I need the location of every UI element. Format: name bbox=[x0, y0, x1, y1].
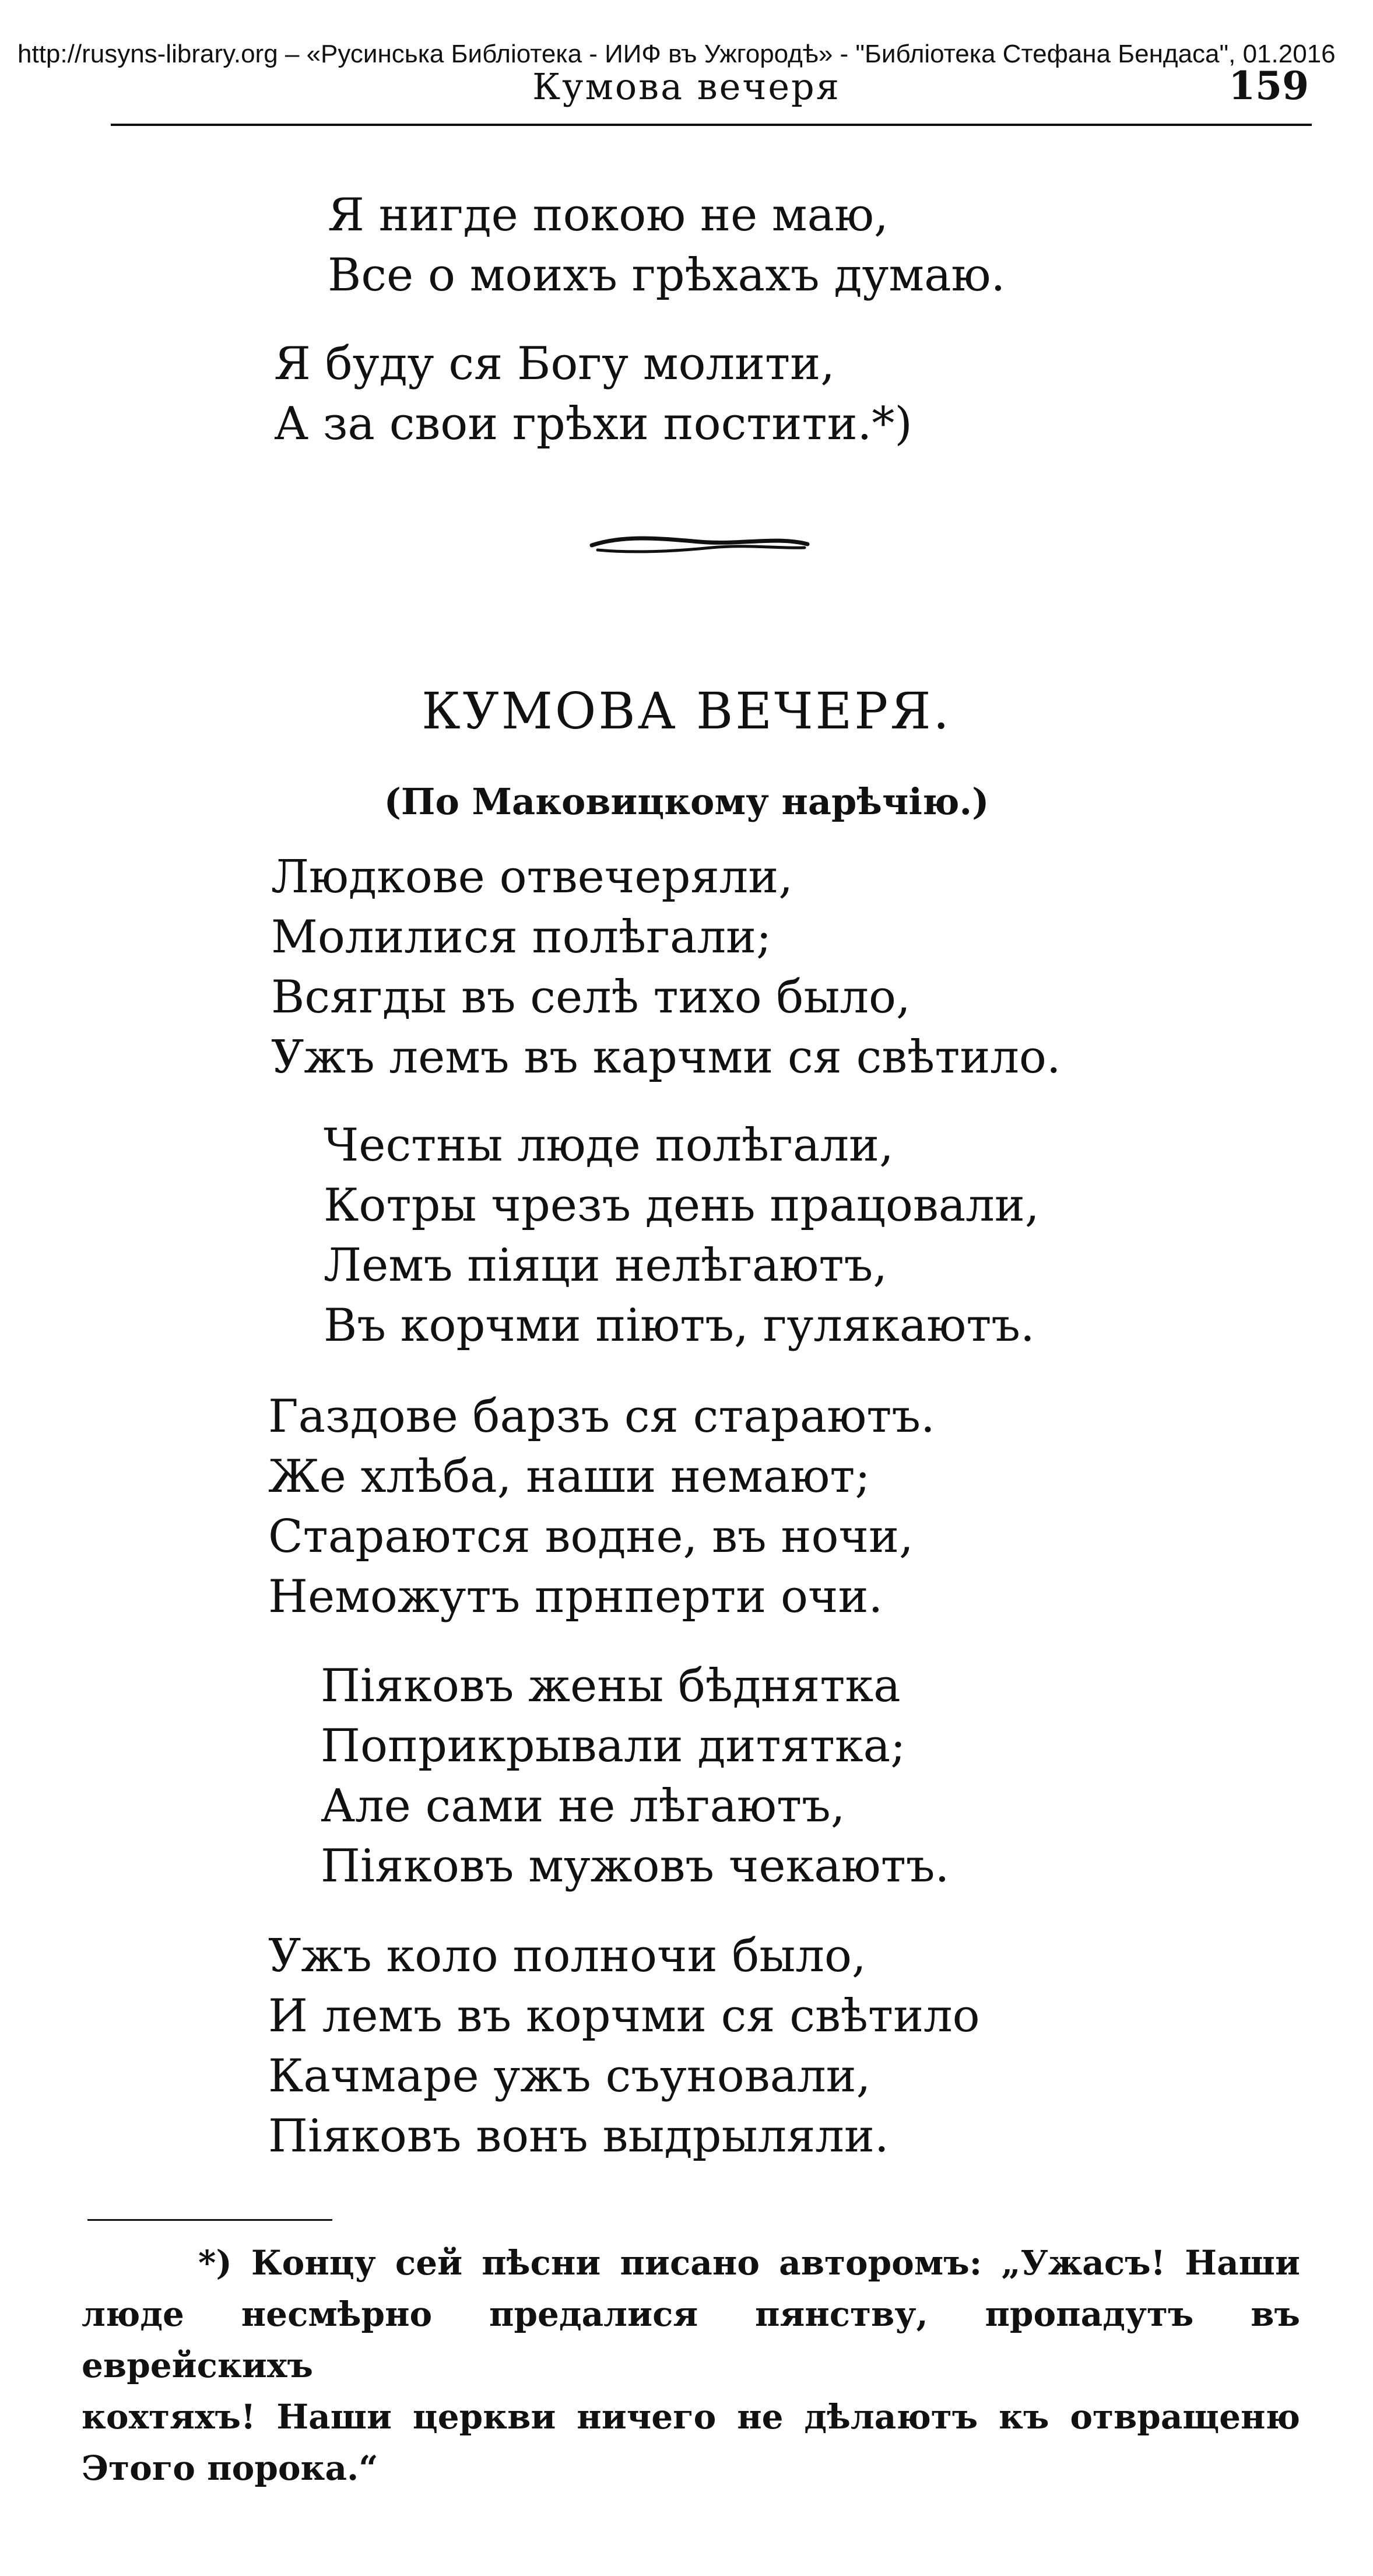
verse-line: Молилися полѣгали; bbox=[271, 911, 772, 963]
footnote-line: Этого порока.“ bbox=[82, 2448, 378, 2488]
verse-line: Все о моихъ грѣхахъ думаю. bbox=[328, 249, 1006, 302]
dialect-note: (По Маковицкому нарѣчiю.) bbox=[384, 780, 989, 823]
stanza-4 bbox=[321, 1656, 949, 1897]
verse-line: Поприкрывали дитятка; bbox=[321, 1720, 906, 1772]
verse-line: Ужъ коло полночи было, bbox=[268, 1930, 866, 1982]
verse-line: Въ корчми пiютъ, гулякаютъ. bbox=[324, 1299, 1035, 1352]
page-number: 159 bbox=[1228, 63, 1309, 108]
verse-line: Честны люде полѣгали, bbox=[324, 1119, 894, 1172]
verse-line: Пiяковъ вонъ выдрыляли. bbox=[268, 2110, 889, 2163]
verse-line: Але сами не лѣгаютъ, bbox=[321, 1780, 845, 1832]
footnote bbox=[82, 2237, 1300, 2494]
poem-title: КУМОВА ВЕЧЕРЯ. bbox=[422, 682, 951, 741]
verse-line: А за свои грѣхи постити.*) bbox=[274, 398, 912, 450]
stanza-3 bbox=[268, 1387, 935, 1627]
verse-line: Всягды въ селѣ тихо было, bbox=[271, 971, 911, 1024]
header-rule bbox=[111, 124, 1312, 126]
verse-line: Неможутъ прнперти очи. bbox=[268, 1571, 883, 1623]
verse-line: Качмаре ужъ съуновали, bbox=[268, 2050, 871, 2102]
verse-line: Ужъ лемъ въ карчми ся свѣтило. bbox=[271, 1031, 1061, 1084]
stanza-1 bbox=[271, 847, 1061, 1088]
verse-line: Я буду ся Богу молити, bbox=[274, 338, 835, 390]
verse-line: Пiяковъ жены бѣднятка bbox=[321, 1660, 901, 1712]
verse-line: И лемъ въ корчми ся свѣтило bbox=[268, 1990, 980, 2042]
verse-line: Котры чрезъ день працовали, bbox=[324, 1179, 1040, 1232]
footnote-line: кохтяхъ! Наши церкви ничего не дѣлаютъ къ отвращеню bbox=[82, 2397, 1300, 2437]
divider-ornament bbox=[589, 528, 810, 563]
running-title: Кумова вечеря bbox=[532, 65, 841, 108]
verse-line: Я нигде покою не маю, bbox=[328, 189, 889, 241]
verse-line: Газдове барзъ ся стараютъ. bbox=[268, 1390, 935, 1443]
footnote-rule bbox=[87, 2219, 332, 2221]
verse-line: Стараются водне, въ ночи, bbox=[268, 1510, 914, 1563]
verse-line: Людкове отвечеряли, bbox=[271, 851, 793, 903]
previous-stanza-2 bbox=[274, 334, 912, 454]
stanza-5 bbox=[268, 1926, 980, 2167]
stanza-2 bbox=[324, 1116, 1040, 1356]
previous-stanza-1 bbox=[328, 185, 1005, 306]
verse-line: Лемъ пiяци нелѣгаютъ, bbox=[324, 1239, 888, 1292]
verse-line: Же хлѣба, наши немают; bbox=[268, 1450, 870, 1503]
footnote-line: *) Концу сей пѣсни писано авторомъ: „Ужасъ! Наши bbox=[198, 2243, 1300, 2283]
verse-line: Пiяковъ мужовъ чекаютъ. bbox=[321, 1840, 950, 1892]
source-url: http://rusyns-library.org – «Русинська Библiотека - ИИФ въ Ужгородѣ» - "Библiотека Стефана Бендаса", 01.2016 bbox=[17, 40, 1336, 68]
footnote-line: люде несмѣрно предалися пянству, пропадутъ въ еврейскихъ bbox=[82, 2294, 1300, 2385]
